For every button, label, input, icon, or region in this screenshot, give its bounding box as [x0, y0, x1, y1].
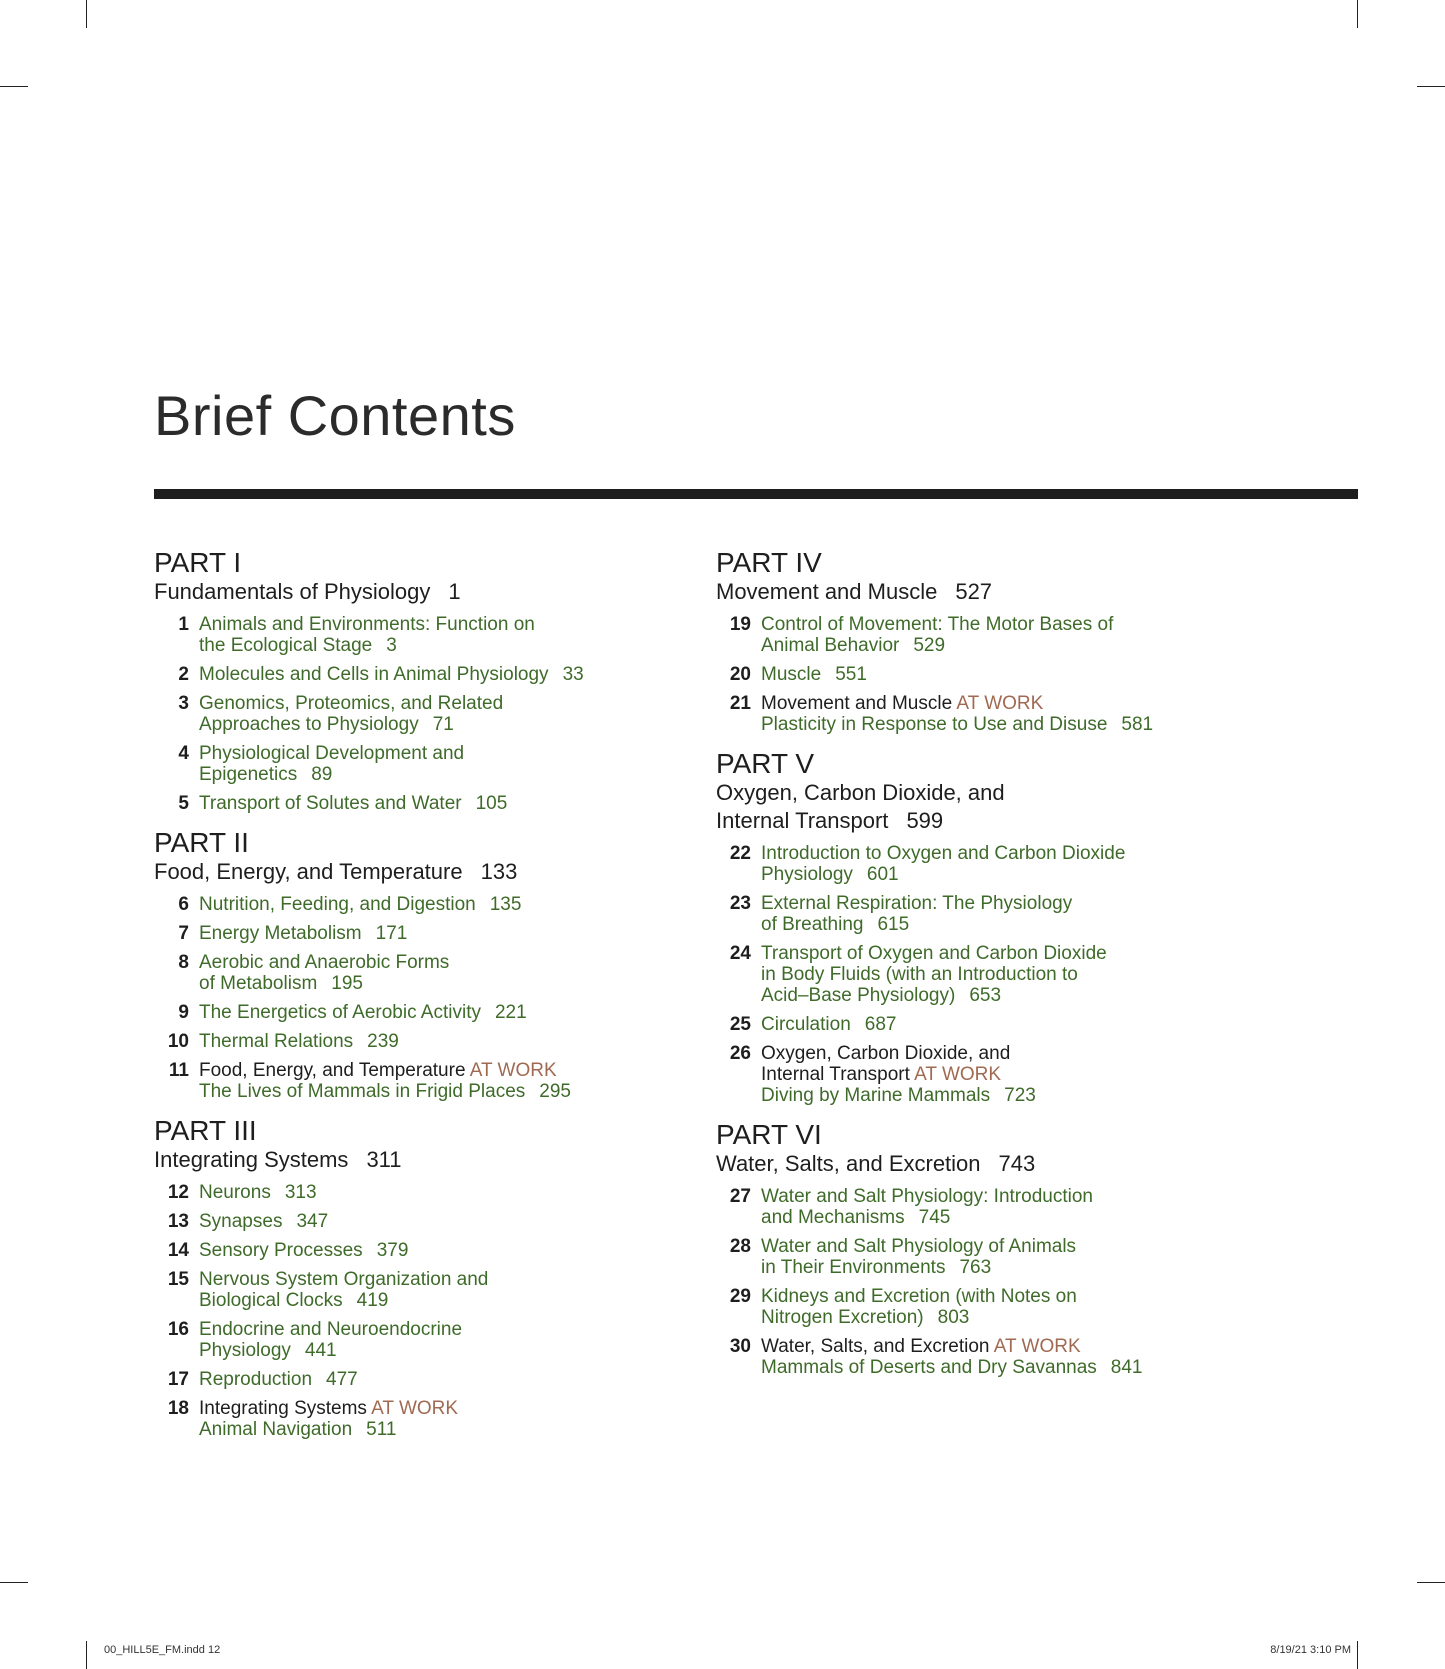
chapter-title-text: Aerobic and Anaerobic Forms: [199, 952, 450, 973]
chapter-title: [199, 793, 507, 814]
chapter-title-line: [199, 664, 584, 685]
chapter-entry[interactable]: [716, 693, 1336, 735]
chapter-title-line: [761, 1236, 1076, 1257]
chapter-list: [716, 1186, 1336, 1378]
chapter-title-text: Endocrine and Neuroendocrine: [199, 1319, 463, 1340]
chapter-title-line: [761, 864, 1125, 885]
part-section: [154, 1116, 714, 1440]
chapter-title-line: [199, 1369, 358, 1390]
chapter-title-text: Acid–Base Physiology): [761, 985, 956, 1006]
chapter-entry[interactable]: [716, 1336, 1336, 1378]
chapter-page-number: 3: [386, 635, 397, 656]
chapter-title: [761, 943, 1107, 1006]
part-title-text: Integrating Systems: [154, 1147, 349, 1172]
chapter-title-line: [199, 1182, 317, 1203]
chapter-number: 9: [178, 1002, 189, 1023]
part-section: [716, 1120, 1336, 1378]
part-section: [716, 749, 1336, 1106]
chapter-title: [199, 1031, 399, 1052]
chapter-title-line: [199, 1031, 399, 1052]
chapter-number: 11: [168, 1060, 189, 1081]
chapter-title: [199, 1319, 462, 1361]
at-work-heading: [761, 1336, 1143, 1357]
chapter-title-line: [199, 614, 535, 635]
chapter-entry[interactable]: [716, 843, 1336, 885]
chapter-number: 14: [167, 1240, 189, 1261]
part-title: [154, 858, 714, 886]
chapter-title-text: Biological Clocks: [199, 1290, 343, 1311]
part-title: [154, 578, 714, 606]
chapter-title-line: [199, 1211, 328, 1232]
part-label: PART IV: [716, 547, 822, 578]
at-work-heading-text: Internal Transport: [761, 1064, 910, 1085]
chapter-title: [761, 1286, 1077, 1328]
chapter-page-number: 653: [969, 985, 1002, 1006]
chapter-title-text: Control of Movement: The Motor Bases of: [761, 614, 1114, 635]
chapter-title: [199, 1240, 408, 1261]
chapter-title: [761, 1043, 1036, 1106]
chapter-entry[interactable]: [154, 664, 714, 685]
title-rule: [154, 489, 1358, 499]
chapter-page-number: 601: [866, 864, 899, 885]
chapter-title-text: Genomics, Proteomics, and Related: [199, 693, 504, 714]
chapter-title-line: [761, 614, 1113, 635]
chapter-title-text: Sensory Processes: [199, 1240, 363, 1261]
chapter-title-text: in Their Environments: [761, 1257, 946, 1278]
chapter-title-text: Thermal Relations: [199, 1031, 354, 1052]
chapter-number: 15: [167, 1269, 189, 1290]
chapter-title: [761, 1236, 1076, 1278]
chapter-title: [761, 664, 867, 685]
chapter-number: 13: [167, 1211, 189, 1232]
at-work-tag: AT WORK: [914, 1064, 1002, 1085]
at-work-heading-text: Water, Salts, and Excretion: [761, 1336, 990, 1357]
chapter-number: 1: [178, 614, 189, 635]
chapter-title-line: [761, 893, 1072, 914]
chapter-title-line: [761, 1186, 1093, 1207]
chapter-title-text: The Lives of Mammals in Frigid Places: [199, 1081, 526, 1102]
chapter-title-line: [199, 923, 407, 944]
at-work-heading: [761, 1043, 1036, 1064]
chapter-title-line: [761, 1014, 896, 1035]
chapter-title-text: Mammals of Deserts and Dry Savannas: [761, 1357, 1097, 1378]
part-section: [154, 828, 714, 1102]
chapter-entry[interactable]: [154, 1369, 714, 1390]
chapter-title: [199, 1398, 458, 1440]
chapter-page-number: 745: [918, 1207, 951, 1228]
chapter-title-line: [199, 743, 464, 764]
chapter-page-number: 511: [366, 1419, 397, 1440]
part-section: [154, 548, 714, 814]
crop-mark: [0, 86, 28, 87]
chapter-page-number: 615: [877, 914, 910, 935]
chapter-title: [761, 1014, 896, 1035]
at-work-heading: [761, 1064, 1036, 1085]
chapter-entry[interactable]: [716, 614, 1336, 656]
crop-mark: [86, 1641, 87, 1669]
chapter-title-line: [199, 952, 449, 973]
chapter-title-line: [199, 1290, 488, 1311]
chapter-title: [761, 843, 1125, 885]
at-work-heading-text: Movement and Muscle: [761, 693, 953, 714]
chapter-number: 21: [729, 693, 751, 714]
chapter-number: 28: [729, 1236, 751, 1257]
chapter-page-number: 221: [494, 1002, 527, 1023]
chapter-entry[interactable]: [716, 893, 1336, 935]
chapter-page-number: 379: [376, 1240, 409, 1261]
chapter-title-line: [761, 943, 1107, 964]
chapter-number: 30: [729, 1336, 751, 1357]
chapter-page-number: 419: [356, 1290, 389, 1311]
chapter-entry[interactable]: [154, 1002, 714, 1023]
chapter-page-number: 71: [432, 714, 454, 735]
chapter-title-text: Synapses: [199, 1211, 283, 1232]
chapter-page-number: 477: [326, 1369, 358, 1390]
chapter-title-text: Muscle: [761, 664, 822, 685]
chapter-entry[interactable]: [154, 1031, 714, 1052]
part-page-number: 527: [955, 579, 993, 604]
chapter-page-number: 347: [296, 1211, 329, 1232]
crop-mark: [86, 0, 87, 28]
chapter-entry[interactable]: [154, 1398, 714, 1440]
chapter-number: 8: [178, 952, 189, 973]
chapter-title-line: [761, 714, 1153, 735]
part-label: PART V: [716, 748, 815, 779]
chapter-page-number: 581: [1121, 714, 1154, 735]
slug-filename: 00_HILL5E_FM.indd 12: [104, 1644, 221, 1656]
chapter-entry[interactable]: [154, 894, 714, 915]
chapter-title-line: [761, 1307, 1077, 1328]
chapter-entry[interactable]: [154, 1182, 714, 1203]
chapter-title: [199, 894, 521, 915]
chapter-list: [154, 894, 714, 1102]
chapter-title-line: [761, 1357, 1143, 1378]
chapter-title: [199, 1211, 328, 1232]
chapter-title-line: [199, 973, 449, 994]
chapter-title-text: of Metabolism: [199, 973, 318, 994]
chapter-number: 4: [178, 743, 189, 764]
slug-timestamp: 8/19/21 3:10 PM: [1270, 1644, 1351, 1656]
chapter-entry[interactable]: [154, 1211, 714, 1232]
chapter-title-line: [761, 1207, 1093, 1228]
chapter-title-text: Approaches to Physiology: [199, 714, 419, 735]
chapter-entry[interactable]: [154, 614, 714, 656]
chapter-title-line: [761, 635, 1113, 656]
part-section: [716, 548, 1336, 735]
chapter-title: [199, 923, 407, 944]
part-label: PART VI: [716, 1119, 822, 1150]
chapter-title-text: Nutrition, Feeding, and Digestion: [199, 894, 476, 915]
chapter-entry[interactable]: [154, 952, 714, 994]
chapter-title-line: [199, 635, 535, 656]
contents-column-left: [154, 548, 714, 1446]
chapter-title: [199, 693, 503, 735]
chapter-title-text: Nitrogen Excretion): [761, 1307, 924, 1328]
chapter-title-text: Animal Navigation: [199, 1419, 353, 1440]
chapter-title-text: in Body Fluids (with an Introduction to: [761, 964, 1078, 985]
chapter-page-number: 441: [304, 1340, 337, 1361]
chapter-title: [199, 1369, 358, 1390]
chapter-title-line: [199, 1340, 462, 1361]
chapter-title: [761, 1336, 1143, 1378]
part-page-number: 133: [480, 859, 518, 884]
crop-mark: [1417, 1582, 1445, 1583]
chapter-number: 16: [167, 1319, 189, 1340]
part-title: [154, 1146, 714, 1174]
chapter-title: [199, 952, 449, 994]
chapter-page-number: 841: [1110, 1357, 1143, 1378]
part-title-line: Oxygen, Carbon Dioxide, and: [716, 780, 1005, 805]
chapter-page-number: 529: [913, 635, 946, 656]
chapter-title: [199, 1060, 571, 1102]
chapter-page-number: 763: [959, 1257, 992, 1278]
chapter-title-text: The Energetics of Aerobic Activity: [199, 1002, 481, 1023]
crop-mark: [0, 1582, 28, 1583]
part-title-text: Food, Energy, and Temperature: [154, 859, 463, 884]
chapter-entry[interactable]: [716, 1236, 1336, 1278]
chapter-entry[interactable]: [154, 743, 714, 785]
chapter-title-line: [761, 1085, 1036, 1106]
chapter-title-text: Animal Behavior: [761, 635, 900, 656]
chapter-entry[interactable]: [154, 923, 714, 944]
chapter-entry[interactable]: [154, 1060, 714, 1102]
chapter-number: 23: [729, 893, 751, 914]
chapter-title: [199, 1002, 527, 1023]
chapter-title-text: the Ecological Stage: [199, 635, 373, 656]
chapter-entry[interactable]: [716, 1186, 1336, 1228]
chapter-title-text: Physiology: [761, 864, 853, 885]
part-label: PART I: [154, 547, 242, 578]
at-work-tag: AT WORK: [469, 1060, 557, 1081]
chapter-title-line: [761, 1257, 1076, 1278]
chapter-page-number: 803: [937, 1307, 970, 1328]
chapter-title-text: Physiology: [199, 1340, 291, 1361]
chapter-entry[interactable]: [154, 793, 714, 814]
chapter-title-text: Animals and Environments: Function on: [199, 614, 535, 635]
chapter-number: 18: [167, 1398, 189, 1419]
chapter-title-line: [761, 985, 1107, 1006]
part-title: [716, 578, 1336, 606]
chapter-number: 7: [178, 923, 189, 944]
chapter-page-number: 551: [835, 664, 867, 685]
chapter-page-number: 195: [331, 973, 363, 994]
chapter-title-line: [199, 1081, 571, 1102]
chapter-title: [199, 614, 535, 656]
at-work-heading-text: Integrating Systems: [199, 1398, 367, 1419]
part-page-number: 743: [998, 1151, 1036, 1176]
chapter-title-text: Kidneys and Excretion (with Notes on: [761, 1286, 1077, 1307]
chapter-title-text: of Breathing: [761, 914, 864, 935]
chapter-entry[interactable]: [716, 1014, 1336, 1035]
chapter-title-line: [199, 714, 503, 735]
chapter-title-text: Water and Salt Physiology: Introduction: [761, 1186, 1093, 1207]
chapter-page-number: 313: [284, 1182, 317, 1203]
chapter-list: [154, 1182, 714, 1440]
chapter-title-text: Neurons: [199, 1182, 271, 1203]
chapter-entry[interactable]: [716, 1043, 1336, 1106]
chapter-number: 6: [178, 894, 189, 915]
chapter-title: [199, 1182, 317, 1203]
chapter-title-line: [761, 964, 1107, 985]
at-work-heading: [761, 693, 1153, 714]
chapter-entry[interactable]: [154, 1269, 714, 1311]
at-work-tag: AT WORK: [956, 693, 1044, 714]
crop-mark: [1417, 86, 1445, 87]
chapter-page-number: 723: [1004, 1085, 1036, 1106]
chapter-number: 10: [167, 1031, 189, 1052]
chapter-title-text: Circulation: [761, 1014, 851, 1035]
at-work-heading: [199, 1060, 571, 1081]
chapter-page-number: 687: [864, 1014, 897, 1035]
chapter-title-text: External Respiration: The Physiology: [761, 893, 1073, 914]
chapter-title-line: [199, 764, 464, 785]
chapter-title-text: Molecules and Cells in Animal Physiology: [199, 664, 549, 685]
chapter-title-line: [199, 1269, 488, 1290]
chapter-number: 5: [178, 793, 189, 814]
chapter-entry[interactable]: [716, 664, 1336, 685]
chapter-title-line: [761, 1286, 1077, 1307]
chapter-page-number: 239: [367, 1031, 399, 1052]
chapter-title-text: Energy Metabolism: [199, 923, 362, 944]
chapter-title: [761, 614, 1113, 656]
part-label: PART II: [154, 827, 249, 858]
contents-column-right: [716, 548, 1336, 1384]
crop-mark: [1357, 1641, 1358, 1669]
at-work-heading-text: Food, Energy, and Temperature: [199, 1060, 466, 1081]
chapter-entry[interactable]: [154, 693, 714, 735]
chapter-title: [199, 664, 584, 685]
chapter-title-text: Transport of Oxygen and Carbon Dioxide: [761, 943, 1107, 964]
chapter-number: 27: [729, 1186, 751, 1207]
chapter-number: 3: [178, 693, 189, 714]
part-page-number: 599: [906, 808, 944, 833]
chapter-title: [199, 743, 464, 785]
chapter-title-line: [199, 1002, 527, 1023]
chapter-title-line: [199, 1319, 462, 1340]
chapter-list: [716, 843, 1336, 1106]
crop-mark: [1357, 0, 1358, 28]
part-label: PART III: [154, 1115, 257, 1146]
chapter-entry[interactable]: [154, 1240, 714, 1261]
chapter-number: 25: [729, 1014, 751, 1035]
chapter-title-text: Reproduction: [199, 1369, 313, 1390]
part-page-number: 311: [366, 1147, 402, 1172]
chapter-title-text: Water and Salt Physiology of Animals: [761, 1236, 1077, 1257]
part-title-text: Fundamentals of Physiology: [154, 579, 431, 604]
chapter-entry[interactable]: [716, 943, 1336, 1006]
part-title: [716, 1150, 1336, 1178]
chapter-title-line: [199, 793, 507, 814]
chapter-title-line: [761, 914, 1072, 935]
chapter-title-text: Introduction to Oxygen and Carbon Dioxide: [761, 843, 1126, 864]
part-title-text: Water, Salts, and Excretion: [716, 1151, 981, 1176]
chapter-title-text: and Mechanisms: [761, 1207, 905, 1228]
chapter-number: 19: [729, 614, 751, 635]
chapter-list: [716, 614, 1336, 735]
part-title-last: [716, 807, 1336, 835]
chapter-title-line: [199, 693, 503, 714]
at-work-heading-text: Oxygen, Carbon Dioxide, and: [761, 1043, 1011, 1064]
chapter-number: 22: [729, 843, 751, 864]
chapter-title-text: Nervous System Organization and: [199, 1269, 489, 1290]
chapter-number: 12: [167, 1182, 189, 1203]
chapter-title: [199, 1269, 488, 1311]
part-title: [716, 779, 1336, 835]
part-title-text: Movement and Muscle: [716, 579, 938, 604]
chapter-number: 17: [167, 1369, 189, 1390]
chapter-page-number: 171: [375, 923, 408, 944]
chapter-page-number: 89: [311, 764, 333, 785]
chapter-page-number: 295: [539, 1081, 571, 1102]
chapter-number: 24: [729, 943, 751, 964]
chapter-page-number: 33: [562, 664, 584, 685]
page-title: Brief Contents: [154, 384, 516, 447]
chapter-title-text: Plasticity in Response to Use and Disuse: [761, 714, 1108, 735]
part-page-number: 1: [448, 579, 461, 604]
chapter-title-line: [761, 843, 1125, 864]
part-title-text: Internal Transport: [716, 808, 889, 833]
chapter-title: [761, 1186, 1093, 1228]
at-work-tag: AT WORK: [993, 1336, 1081, 1357]
chapter-entry[interactable]: [154, 1319, 714, 1361]
chapter-entry[interactable]: [716, 1286, 1336, 1328]
chapter-title-line: [761, 664, 867, 685]
chapter-title: [761, 693, 1153, 735]
at-work-heading: [199, 1398, 458, 1419]
chapter-title-text: Transport of Solutes and Water: [199, 793, 462, 814]
chapter-page-number: 105: [475, 793, 508, 814]
chapter-number: 26: [729, 1043, 751, 1064]
chapter-title: [761, 893, 1072, 935]
chapter-page-number: 135: [489, 894, 522, 915]
chapter-list: [154, 614, 714, 814]
chapter-title-line: [199, 894, 521, 915]
chapter-title-text: Physiological Development and: [199, 743, 465, 764]
chapter-number: 20: [729, 664, 751, 685]
chapter-title-text: Diving by Marine Mammals: [761, 1085, 991, 1106]
chapter-title-text: Epigenetics: [199, 764, 298, 785]
chapter-title-line: [199, 1419, 458, 1440]
chapter-number: 29: [729, 1286, 751, 1307]
chapter-number: 2: [178, 664, 189, 685]
chapter-title-line: [199, 1240, 408, 1261]
at-work-tag: AT WORK: [371, 1398, 459, 1419]
